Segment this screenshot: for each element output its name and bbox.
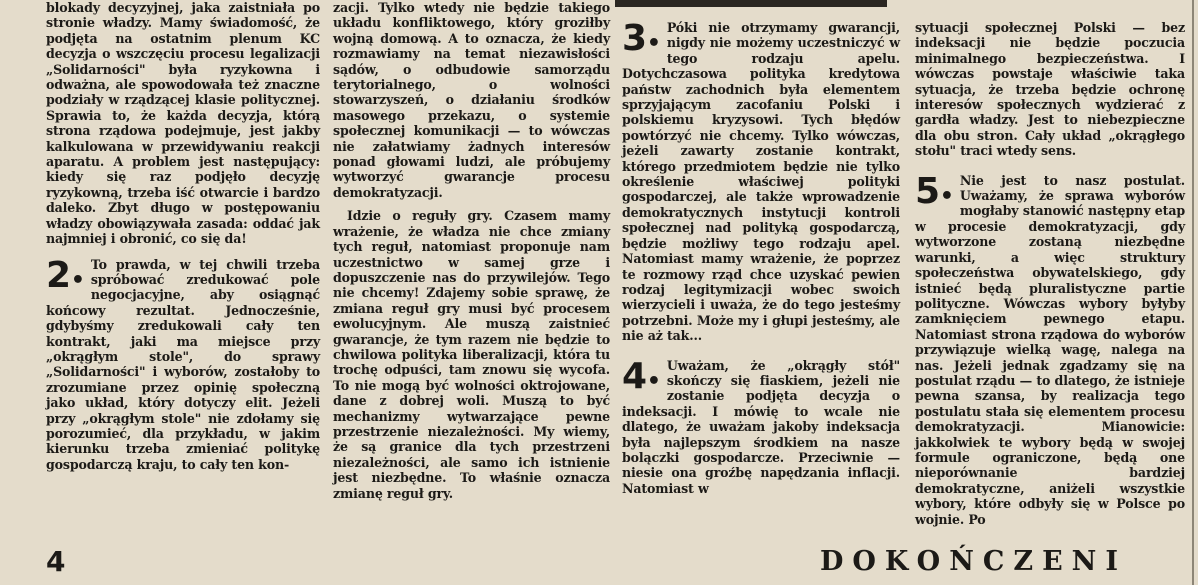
paragraph-text: Uważam, że „okrągły stół" skończy się fiaskiem, jeżeli nie zostanie podjęta decyzja o indeksacji. I mówię to wcale nie dlatego, że uważam jakoby indeksacja była najlepszym środkiem na nasze bolączki gospodarcze. Przeciwnie — niesie ona groźbę napędzania inflacji. Natomiast w (622, 357, 900, 496)
answer-number: 5• (915, 170, 954, 212)
numbered-paragraph (46, 254, 320, 473)
numbered-paragraph (622, 20, 900, 344)
paragraph-text: Póki nie otrzymamy gwarancji, nigdy nie możemy uczestniczyć w tego rodzaju apelu. Dotychczasowa polityka kredytowa państw zachodnich była elementem sprzyjającym zacofaniu Polski i polskiemu kryzysowi. Tych błędów powtórzyć nie chcemy. Tylko wówczas, jeżeli zawarty zostanie kontrakt, którego przedmiotem będzie nie tylko określenie właściwej polityki gospodarczej, ale także wprowadzenie demokratycznych instytucji kontroli społecznej nad polityką gospodarczą, będzie możliwy tego rodzaju apel. Natomiast mamy wrażenie, że poprzez te rozmowy rząd chce uzyskać pewien rodzaj legitymizacji wobec swoich wierzycieli i uważa, że do tego jesteśmy potrzebni. Może my i głupi jesteśmy, ale nie aż tak... (622, 20, 900, 344)
column-3 (622, 0, 900, 496)
page-edge (1192, 0, 1194, 585)
column-4 (915, 0, 1185, 527)
page-number: 4 (46, 545, 66, 578)
paragraph-text: To prawda, w tej chwili trzeba spróbować zredukować pole negocjacyjne, aby osiągnąć końcowy rezultat. Jednocześnie, gdybyśmy zredukowali cały ten kontrakt, jaki ma miejsce przy „okrągłym stole", do sprawy „Solidarności" i wyborów, zostałoby to zrozumiane przez opinię społeczną jako układ, który dotyczy elit. Jeżeli przy „okrągłym stole" nie zdołamy się porozumieć, dla przykładu, w jakim kierunku trzeba zmieniać politykę gospodarczą kraju, to cały ten kon- (46, 256, 320, 472)
paragraph: Idzie o reguły gry. Czasem mamy wrażenie, że władza nie chce zmiany tych reguł, natomiast proponuje nam uczestnictwo w samej grze i dopuszczenie nas do przywilejów. Tego nie chcemy! Zdajemy sobie sprawę, że zmiana reguł gry musi być procesem ewolucyjnym. Ale muszą zaistnieć gwarancje, że tym razem nie będzie to chwilowa polityka liberalizacji, która tu trochę odpuści, tam znowu się wycofa. To nie mogą być wolności oktrojowane, dane z dobrej woli. Muszą to być mechanizmy wytwarzające pewne przestrzenie niezależności. My wiemy, że są granice dla tych przestrzeni niezależności, ale samo ich istnienie jest niezbędne. To właśnie oznacza zmianę reguł gry. (333, 208, 610, 501)
column-2 (333, 0, 610, 501)
numbered-paragraph (622, 355, 900, 497)
paragraph: blokady decyzyjnej, jaka zaistniała po stronie władzy. Mamy świadomość, że podjęta na ostatnim plenum KC decyzja o wszczęciu procesu legalizacji „Solidarności" była ryzykowna i odważna, ale spowodowała też znaczne podziały w rządzącej klasie politycznej. Sprawia to, że każda decyzja, którą strona rządowa podejmuje, jest jakby kalkulowana w przewidywaniu reakcji aparatu. A problem jest następujący: kiedy się raz podjęło decyzję ryzykowną, trzeba iść otwarcie i bardzo daleko. Zbyt długo w postępowaniu władzy obowiązywała zasada: oddać jak najmniej i obronić, co się da! (46, 0, 320, 247)
paragraph: zacji. Tylko wtedy nie będzie takiego układu konfliktowego, który groziłby wojną domową. A to oznacza, że kiedy rozmawiamy na temat niezawisłości sądów, o odbudowie samorządu terytorialnego, o wolności stowarzyszeń, o działaniu środków masowego przekazu, o systemie społecznej komunikacji — to wówczas nie załatwiamy żadnych interesów ponad głowami ludzi, ale próbujemy wytworzyć gwarancje procesu demokratyzacji. (333, 0, 610, 200)
continued-banner: DOKOŃCZENI (820, 546, 1127, 577)
paragraph: sytuacji społecznej Polski — bez indeksacji nie będzie poczucia minimalnego bezpieczeństwa. I wówczas powstaje właściwie taka sytuacja, że trzeba będzie ochronę interesów społecznych wydzierać z gardła władzy. Jest to niebezpieczne dla obu stron. Cały układ „okrągłego stołu" traci wtedy sens. (915, 20, 1185, 159)
answer-number: 3• (622, 18, 661, 59)
answer-number: 4• (622, 355, 661, 397)
numbered-paragraph (915, 170, 1185, 527)
answer-number: 2• (46, 254, 85, 296)
column-1 (46, 0, 320, 472)
paragraph-text: Nie jest to nasz postulat. Uważamy, że sprawa wyborów mogłaby stanowić następny etap w procesie demokratyzacji, gdy wytworzone zostaną niezbędne warunki, a więc struktury społeczeństwa obywatelskiego, gdy istnieć będą pluralistyczne partie polityczne. Wówczas wybory byłyby zamknięciem pewnego etapu. Natomiast strona rządowa do wyborów przywiązuje wielką wagę, nalega na nas. Jeżeli jednak zgadzamy się na postulat rządu — to dlatego, że istnieje pewna szansa, by realizacja tego postulatu stała się elementem procesu demokratyzacji. Mianowicie: jakkolwiek te wybory będą w swojej formule ograniczone, będą one nieporównanie bardziej demokratyczne, aniżeli wszystkie wybory, które odbyły się w Polsce po wojnie. Po (915, 172, 1185, 527)
